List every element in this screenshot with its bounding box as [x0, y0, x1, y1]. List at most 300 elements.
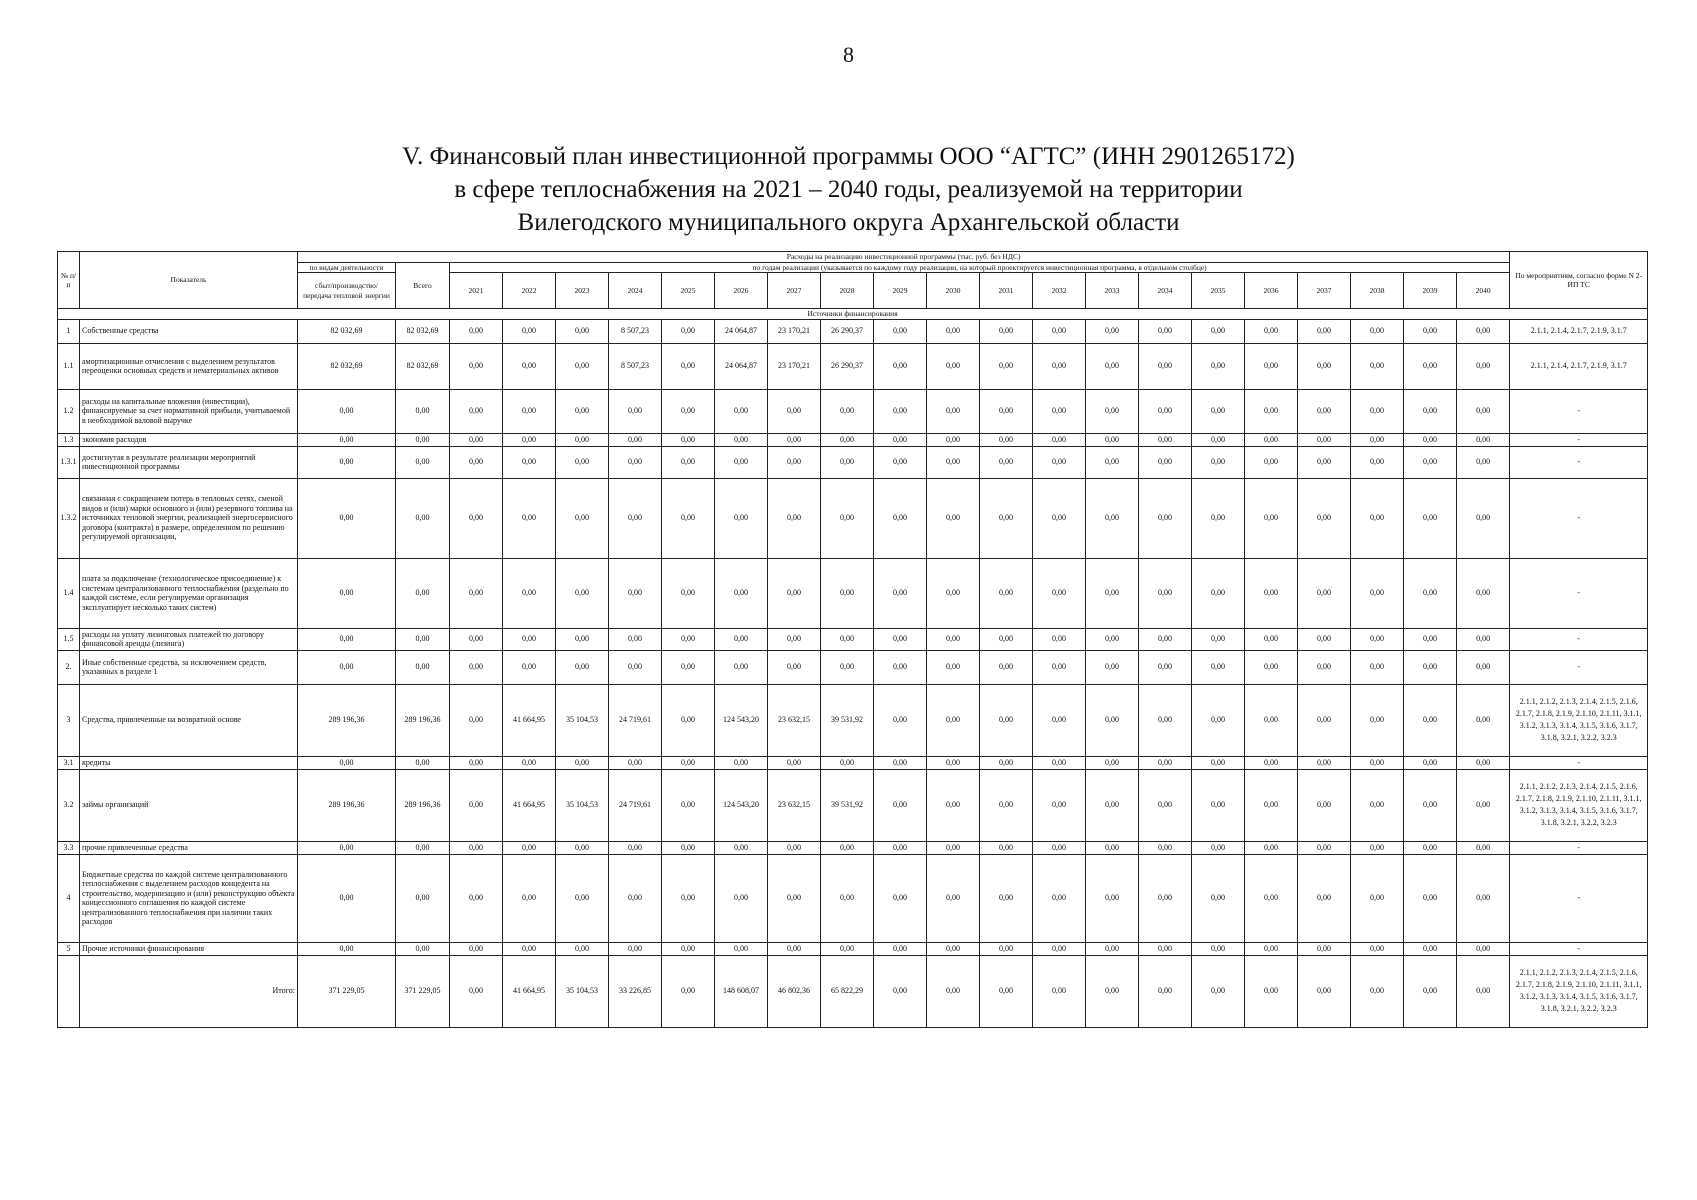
- row-year-value: 0,00: [1457, 389, 1510, 433]
- row-year-value: 0,00: [927, 841, 980, 854]
- row-year-value: 0,00: [450, 478, 503, 558]
- total-measures: 2.1.1, 2.1.2, 2.1.3, 2.1.4, 2.1.5, 2.1.6, 2.1.7, 2.1.8, 2.1.9, 2.1.10, 2.1.11, 3.1.1, 3.1.2, 3.1.3, 3.1.4, 3.1.5, 3.1.6, 3.1.7, 3.1.8, 3.2.1, 3.2.2, 3.2.3: [1510, 955, 1648, 1027]
- row-year-value: 0,00: [874, 628, 927, 650]
- row-year-value: 0,00: [1192, 446, 1245, 478]
- row-year-value: 0,00: [1033, 684, 1086, 756]
- row-year-value: 0,00: [450, 942, 503, 955]
- row-year-value: 0,00: [1298, 854, 1351, 942]
- row-year-value: 0,00: [556, 841, 609, 854]
- header-year: 2028: [821, 273, 874, 309]
- row-year-value: 0,00: [768, 628, 821, 650]
- row-year-value: 124 543,20: [715, 684, 768, 756]
- header-measures: По мероприятиям, согласно форме N 2-ИП ТС: [1510, 252, 1648, 309]
- row-number: 1.1: [58, 343, 80, 389]
- header-total: Всего: [396, 262, 450, 309]
- row-year-value: 0,00: [980, 319, 1033, 343]
- header-year: 2030: [927, 273, 980, 309]
- row-label: Средства, привлеченные на возвратной основе: [80, 684, 298, 756]
- row-year-value: 0,00: [1139, 942, 1192, 955]
- row-year-value: 0,00: [662, 319, 715, 343]
- total-label: Итого:: [80, 955, 298, 1027]
- row-year-value: 0,00: [715, 433, 768, 446]
- header-year: 2037: [1298, 273, 1351, 309]
- row-activity-value: 0,00: [298, 478, 396, 558]
- row-year-value: 0,00: [1033, 756, 1086, 769]
- total-year-value: 0,00: [980, 955, 1033, 1027]
- row-total-value: 0,00: [396, 756, 450, 769]
- total-year-value: 0,00: [874, 955, 927, 1027]
- row-year-value: 0,00: [980, 478, 1033, 558]
- row-number: 3.1: [58, 756, 80, 769]
- row-year-value: 0,00: [1245, 478, 1298, 558]
- row-year-value: 0,00: [1298, 769, 1351, 841]
- row-year-value: 0,00: [821, 942, 874, 955]
- row-year-value: 0,00: [1139, 433, 1192, 446]
- row-year-value: 0,00: [450, 343, 503, 389]
- row-label: Бюджетные средства по каждой системе централизованного теплоснабжения с выделением расходов концедента на строительство, модернизацию и (или) реконструкцию объекта концессионного соглашения по каждой системе централизованного теплоснабжения при наличии таких расходов: [80, 854, 298, 942]
- row-year-value: 35 104,53: [556, 769, 609, 841]
- row-year-value: 0,00: [1351, 343, 1404, 389]
- row-number: 4: [58, 854, 80, 942]
- row-year-value: 0,00: [715, 628, 768, 650]
- row-year-value: 0,00: [1245, 650, 1298, 684]
- row-year-value: 0,00: [662, 684, 715, 756]
- row-year-value: 0,00: [1086, 389, 1139, 433]
- row-year-value: 0,00: [503, 433, 556, 446]
- row-year-value: 0,00: [1086, 942, 1139, 955]
- row-year-value: 0,00: [874, 854, 927, 942]
- header-year: 2038: [1351, 273, 1404, 309]
- row-year-value: 0,00: [927, 389, 980, 433]
- total-year-value: 0,00: [1086, 955, 1139, 1027]
- row-year-value: 0,00: [1298, 756, 1351, 769]
- row-year-value: 0,00: [1086, 628, 1139, 650]
- row-measures: 2.1.1, 2.1.2, 2.1.3, 2.1.4, 2.1.5, 2.1.6, 2.1.7, 2.1.8, 2.1.9, 2.1.10, 2.1.11, 3.1.1, 3.1.2, 3.1.3, 3.1.4, 3.1.5, 3.1.6, 3.1.7, 3.1.8, 3.2.1, 3.2.2, 3.2.3: [1510, 769, 1648, 841]
- row-year-value: 0,00: [1245, 389, 1298, 433]
- header-indicator: Показатель: [80, 252, 298, 309]
- row-year-value: 0,00: [503, 841, 556, 854]
- row-year-value: 0,00: [1192, 841, 1245, 854]
- row-year-value: 0,00: [927, 769, 980, 841]
- row-year-value: 0,00: [1139, 558, 1192, 628]
- row-year-value: 0,00: [715, 389, 768, 433]
- row-year-value: 0,00: [1086, 343, 1139, 389]
- row-year-value: 0,00: [1351, 389, 1404, 433]
- row-year-value: 0,00: [450, 684, 503, 756]
- row-year-value: 0,00: [503, 942, 556, 955]
- row-year-value: 0,00: [927, 756, 980, 769]
- row-year-value: 0,00: [927, 478, 980, 558]
- row-number: 1.3: [58, 433, 80, 446]
- row-year-value: 0,00: [1457, 343, 1510, 389]
- row-year-value: 0,00: [1033, 769, 1086, 841]
- row-year-value: 0,00: [556, 319, 609, 343]
- row-label: прочие привлеченные средства: [80, 841, 298, 854]
- row-year-value: 24 064,87: [715, 343, 768, 389]
- row-year-value: 0,00: [662, 343, 715, 389]
- row-year-value: 0,00: [1351, 769, 1404, 841]
- row-number: 3.2: [58, 769, 80, 841]
- row-year-value: 0,00: [662, 628, 715, 650]
- row-year-value: 0,00: [1245, 446, 1298, 478]
- row-year-value: 0,00: [1033, 942, 1086, 955]
- row-number: 1.4: [58, 558, 80, 628]
- row-year-value: 23 170,21: [768, 319, 821, 343]
- row-measures: -: [1510, 478, 1648, 558]
- row-measures: -: [1510, 854, 1648, 942]
- row-year-value: 0,00: [1086, 446, 1139, 478]
- table-body: [58, 319, 1648, 1027]
- row-activity-value: 0,00: [298, 650, 396, 684]
- row-year-value: 0,00: [1351, 854, 1404, 942]
- total-year-value: 0,00: [1139, 955, 1192, 1027]
- row-year-value: 24 064,87: [715, 319, 768, 343]
- row-year-value: 124 543,20: [715, 769, 768, 841]
- row-year-value: 0,00: [1298, 650, 1351, 684]
- row-year-value: 0,00: [609, 446, 662, 478]
- row-year-value: 0,00: [980, 841, 1033, 854]
- row-year-value: 0,00: [503, 558, 556, 628]
- row-label: Иные собственные средства, за исключением средств, указанных в разделе 1: [80, 650, 298, 684]
- row-year-value: 0,00: [980, 343, 1033, 389]
- row-year-value: 0,00: [1404, 841, 1457, 854]
- row-year-value: 0,00: [980, 684, 1033, 756]
- row-number: 1.2: [58, 389, 80, 433]
- row-year-value: 0,00: [609, 433, 662, 446]
- table-row: [58, 628, 1648, 650]
- row-year-value: 0,00: [768, 433, 821, 446]
- row-year-value: 0,00: [1245, 319, 1298, 343]
- row-year-value: 0,00: [1192, 628, 1245, 650]
- row-year-value: 0,00: [715, 854, 768, 942]
- header-by-activity: по видам деятельности: [298, 262, 396, 273]
- row-year-value: 0,00: [927, 558, 980, 628]
- total-year-value: 46 802,36: [768, 955, 821, 1027]
- row-year-value: 0,00: [1139, 478, 1192, 558]
- row-year-value: 0,00: [927, 650, 980, 684]
- row-activity-value: 0,00: [298, 756, 396, 769]
- row-year-value: 23 632,15: [768, 769, 821, 841]
- table-row: [58, 558, 1648, 628]
- table-row: [58, 478, 1648, 558]
- row-year-value: 0,00: [1404, 628, 1457, 650]
- row-year-value: 0,00: [450, 628, 503, 650]
- row-year-value: 0,00: [927, 684, 980, 756]
- row-year-value: 0,00: [1139, 389, 1192, 433]
- row-year-value: 0,00: [1192, 478, 1245, 558]
- row-year-value: 0,00: [1086, 684, 1139, 756]
- row-year-value: 0,00: [1457, 942, 1510, 955]
- title-line-2: в сфере теплоснабжения на 2021 – 2040 годы, реализуемой на территории: [454, 176, 1243, 203]
- row-year-value: 0,00: [1457, 769, 1510, 841]
- row-year-value: 0,00: [1457, 478, 1510, 558]
- row-year-value: 0,00: [1192, 854, 1245, 942]
- row-year-value: 0,00: [1139, 756, 1192, 769]
- row-year-value: 0,00: [927, 319, 980, 343]
- row-year-value: 0,00: [1404, 389, 1457, 433]
- row-year-value: 0,00: [1245, 841, 1298, 854]
- row-year-value: 0,00: [556, 942, 609, 955]
- row-total-value: 0,00: [396, 841, 450, 854]
- total-year-value: 0,00: [1245, 955, 1298, 1027]
- row-year-value: 0,00: [1404, 769, 1457, 841]
- header-activity: сбыт/производство/ передача тепловой энергии: [298, 273, 396, 309]
- row-year-value: 0,00: [1245, 558, 1298, 628]
- total-year-value: 0,00: [1457, 955, 1510, 1027]
- row-year-value: 0,00: [1139, 841, 1192, 854]
- row-year-value: 0,00: [927, 942, 980, 955]
- row-year-value: 0,00: [1086, 769, 1139, 841]
- row-year-value: 0,00: [874, 769, 927, 841]
- row-year-value: 0,00: [1404, 942, 1457, 955]
- row-year-value: 0,00: [1351, 650, 1404, 684]
- header-year: 2027: [768, 273, 821, 309]
- row-activity-value: 0,00: [298, 841, 396, 854]
- row-year-value: 0,00: [980, 942, 1033, 955]
- row-year-value: 0,00: [662, 769, 715, 841]
- row-year-value: 0,00: [927, 446, 980, 478]
- row-year-value: 0,00: [821, 433, 874, 446]
- row-year-value: 0,00: [1404, 343, 1457, 389]
- row-year-value: 0,00: [1245, 769, 1298, 841]
- row-year-value: 0,00: [768, 854, 821, 942]
- row-measures: -: [1510, 650, 1648, 684]
- row-year-value: 0,00: [1298, 628, 1351, 650]
- table-header: [58, 252, 1648, 320]
- row-year-value: 0,00: [1245, 343, 1298, 389]
- row-year-value: 0,00: [1033, 343, 1086, 389]
- row-year-value: 0,00: [609, 854, 662, 942]
- header-year: 2036: [1245, 273, 1298, 309]
- table-row: [58, 942, 1648, 955]
- row-activity-value: 82 032,69: [298, 319, 396, 343]
- row-year-value: 0,00: [927, 433, 980, 446]
- row-year-value: 0,00: [768, 389, 821, 433]
- row-number: 3.3: [58, 841, 80, 854]
- title-line-3: Вилегодского муниципального округа Архангельской области: [517, 209, 1180, 236]
- row-year-value: 0,00: [1298, 684, 1351, 756]
- row-year-value: 0,00: [662, 841, 715, 854]
- row-number: 2.: [58, 650, 80, 684]
- row-total-value: 0,00: [396, 854, 450, 942]
- table-row: [58, 769, 1648, 841]
- row-year-value: 0,00: [980, 446, 1033, 478]
- row-year-value: 0,00: [715, 446, 768, 478]
- row-year-value: 0,00: [1351, 756, 1404, 769]
- row-year-value: 0,00: [821, 446, 874, 478]
- row-label: связанная с сокращением потерь в тепловых сетях, сменой видов и (или) марки основного и (или) резервного топлива на источниках тепловой энергии, реализацией энергосервисного договора (контракта) в размере, определенном по решению регулируемой организации,: [80, 478, 298, 558]
- row-year-value: 0,00: [450, 769, 503, 841]
- row-year-value: 0,00: [1192, 756, 1245, 769]
- row-activity-value: 82 032,69: [298, 343, 396, 389]
- row-year-value: 0,00: [821, 854, 874, 942]
- total-year-value: 0,00: [662, 955, 715, 1027]
- row-year-value: 0,00: [556, 433, 609, 446]
- row-year-value: 0,00: [503, 628, 556, 650]
- row-year-value: 0,00: [450, 446, 503, 478]
- row-year-value: 0,00: [662, 433, 715, 446]
- row-year-value: 0,00: [1139, 769, 1192, 841]
- row-year-value: 0,00: [1351, 628, 1404, 650]
- row-year-value: 0,00: [874, 756, 927, 769]
- row-year-value: 0,00: [1351, 433, 1404, 446]
- table-row: [58, 841, 1648, 854]
- row-label: расходы на капитальные вложения (инвестиции), финансируемые за счет нормативной прибыли, учитываемой в необходимой валовой выручке: [80, 389, 298, 433]
- table-row: [58, 433, 1648, 446]
- row-year-value: 26 290,37: [821, 343, 874, 389]
- row-year-value: 0,00: [1298, 942, 1351, 955]
- row-year-value: 0,00: [1298, 478, 1351, 558]
- row-year-value: 0,00: [715, 841, 768, 854]
- row-year-value: 0,00: [662, 558, 715, 628]
- row-year-value: 0,00: [1404, 756, 1457, 769]
- row-year-value: 0,00: [556, 558, 609, 628]
- row-year-value: 0,00: [1298, 446, 1351, 478]
- row-year-value: 0,00: [1192, 942, 1245, 955]
- row-year-value: 0,00: [980, 558, 1033, 628]
- row-year-value: 35 104,53: [556, 684, 609, 756]
- row-year-value: 0,00: [1086, 478, 1139, 558]
- row-year-value: 0,00: [1192, 684, 1245, 756]
- row-activity-value: 0,00: [298, 854, 396, 942]
- row-year-value: 0,00: [1086, 650, 1139, 684]
- row-year-value: 23 170,21: [768, 343, 821, 389]
- row-total-value: 289 196,36: [396, 769, 450, 841]
- row-year-value: 0,00: [503, 756, 556, 769]
- header-year: 2033: [1086, 273, 1139, 309]
- row-year-value: 0,00: [874, 433, 927, 446]
- row-year-value: 0,00: [1457, 854, 1510, 942]
- row-year-value: 0,00: [1139, 684, 1192, 756]
- table-row: [58, 684, 1648, 756]
- row-year-value: 0,00: [1139, 446, 1192, 478]
- row-year-value: 0,00: [556, 389, 609, 433]
- header-expenses: Расходы на реализацию инвестиционной программы (тыс. руб. без НДС): [298, 252, 1510, 263]
- row-year-value: 0,00: [1351, 684, 1404, 756]
- row-year-value: 0,00: [715, 650, 768, 684]
- table-row: [58, 319, 1648, 343]
- row-year-value: 0,00: [556, 478, 609, 558]
- row-year-value: 0,00: [1086, 841, 1139, 854]
- row-year-value: 0,00: [1192, 769, 1245, 841]
- row-total-value: 0,00: [396, 433, 450, 446]
- row-year-value: 0,00: [874, 684, 927, 756]
- row-year-value: 0,00: [1457, 319, 1510, 343]
- row-year-value: 26 290,37: [821, 319, 874, 343]
- row-year-value: 0,00: [980, 650, 1033, 684]
- total-year-value: 65 822,29: [821, 955, 874, 1027]
- row-total-value: 0,00: [396, 628, 450, 650]
- header-by-years: по годам реализации (указывается по каждому году реализации, на который проектируется инвестиционная программа, в отдельном столбце): [450, 262, 1510, 273]
- row-year-value: 0,00: [1298, 343, 1351, 389]
- row-year-value: 0,00: [1404, 478, 1457, 558]
- row-year-value: 0,00: [450, 433, 503, 446]
- row-year-value: 0,00: [609, 756, 662, 769]
- financial-plan-table: [57, 251, 1648, 1028]
- row-year-value: 0,00: [1404, 558, 1457, 628]
- document-title: [0, 140, 1697, 239]
- row-measures: -: [1510, 841, 1648, 854]
- row-year-value: 23 632,15: [768, 684, 821, 756]
- row-year-value: 0,00: [927, 628, 980, 650]
- row-year-value: 0,00: [1457, 558, 1510, 628]
- row-year-value: 0,00: [1457, 446, 1510, 478]
- row-year-value: 0,00: [662, 650, 715, 684]
- row-total-value: 0,00: [396, 558, 450, 628]
- header-year: 2034: [1139, 273, 1192, 309]
- row-year-value: 0,00: [662, 446, 715, 478]
- row-measures: -: [1510, 433, 1648, 446]
- row-year-value: 0,00: [1351, 942, 1404, 955]
- row-year-value: 0,00: [1457, 684, 1510, 756]
- row-total-value: 0,00: [396, 478, 450, 558]
- row-total-value: 0,00: [396, 389, 450, 433]
- row-year-value: 0,00: [1351, 446, 1404, 478]
- header-year: 2021: [450, 273, 503, 309]
- row-year-value: 0,00: [874, 478, 927, 558]
- row-year-value: 0,00: [556, 854, 609, 942]
- row-year-value: 0,00: [1192, 433, 1245, 446]
- row-year-value: 0,00: [768, 446, 821, 478]
- row-year-value: 0,00: [1457, 628, 1510, 650]
- table-row: [58, 446, 1648, 478]
- row-year-value: 0,00: [503, 343, 556, 389]
- row-year-value: 0,00: [662, 854, 715, 942]
- row-number: 1.3.1: [58, 446, 80, 478]
- row-measures: -: [1510, 942, 1648, 955]
- row-year-value: 0,00: [450, 650, 503, 684]
- header-year: 2039: [1404, 273, 1457, 309]
- row-year-value: 0,00: [1033, 319, 1086, 343]
- row-activity-value: 289 196,36: [298, 684, 396, 756]
- header-year: 2024: [609, 273, 662, 309]
- row-total-value: 82 032,69: [396, 319, 450, 343]
- row-year-value: 8 507,23: [609, 319, 662, 343]
- row-year-value: 0,00: [874, 319, 927, 343]
- row-activity-value: 0,00: [298, 389, 396, 433]
- row-label: расходы на уплату лизинговых платежей по договору финансовой аренды (лизинга): [80, 628, 298, 650]
- row-measures: 2.1.1, 2.1.4, 2.1.7, 2.1.9, 3.1.7: [1510, 343, 1648, 389]
- row-year-value: 0,00: [1139, 854, 1192, 942]
- row-year-value: 0,00: [1298, 841, 1351, 854]
- row-year-value: 0,00: [1404, 684, 1457, 756]
- row-label: Прочие источники финансирования: [80, 942, 298, 955]
- row-year-value: 0,00: [768, 942, 821, 955]
- row-year-value: 0,00: [1139, 650, 1192, 684]
- row-year-value: 0,00: [1298, 433, 1351, 446]
- row-year-value: 0,00: [821, 389, 874, 433]
- row-year-value: 0,00: [1457, 756, 1510, 769]
- page-number: 8: [843, 42, 854, 67]
- row-label: экономия расходов: [80, 433, 298, 446]
- row-number: 3: [58, 684, 80, 756]
- table-row: [58, 389, 1648, 433]
- total-year-value: 35 104,53: [556, 955, 609, 1027]
- row-year-value: 24 719,61: [609, 684, 662, 756]
- row-year-value: 0,00: [503, 446, 556, 478]
- row-year-value: 39 531,92: [821, 684, 874, 756]
- row-year-value: 0,00: [1245, 433, 1298, 446]
- row-year-value: 0,00: [821, 558, 874, 628]
- row-year-value: 0,00: [1033, 841, 1086, 854]
- row-year-value: 0,00: [609, 942, 662, 955]
- row-year-value: 0,00: [874, 942, 927, 955]
- row-activity-value: 0,00: [298, 628, 396, 650]
- table-row: [58, 854, 1648, 942]
- row-year-value: 0,00: [1404, 319, 1457, 343]
- row-year-value: 0,00: [821, 756, 874, 769]
- row-activity-value: 0,00: [298, 433, 396, 446]
